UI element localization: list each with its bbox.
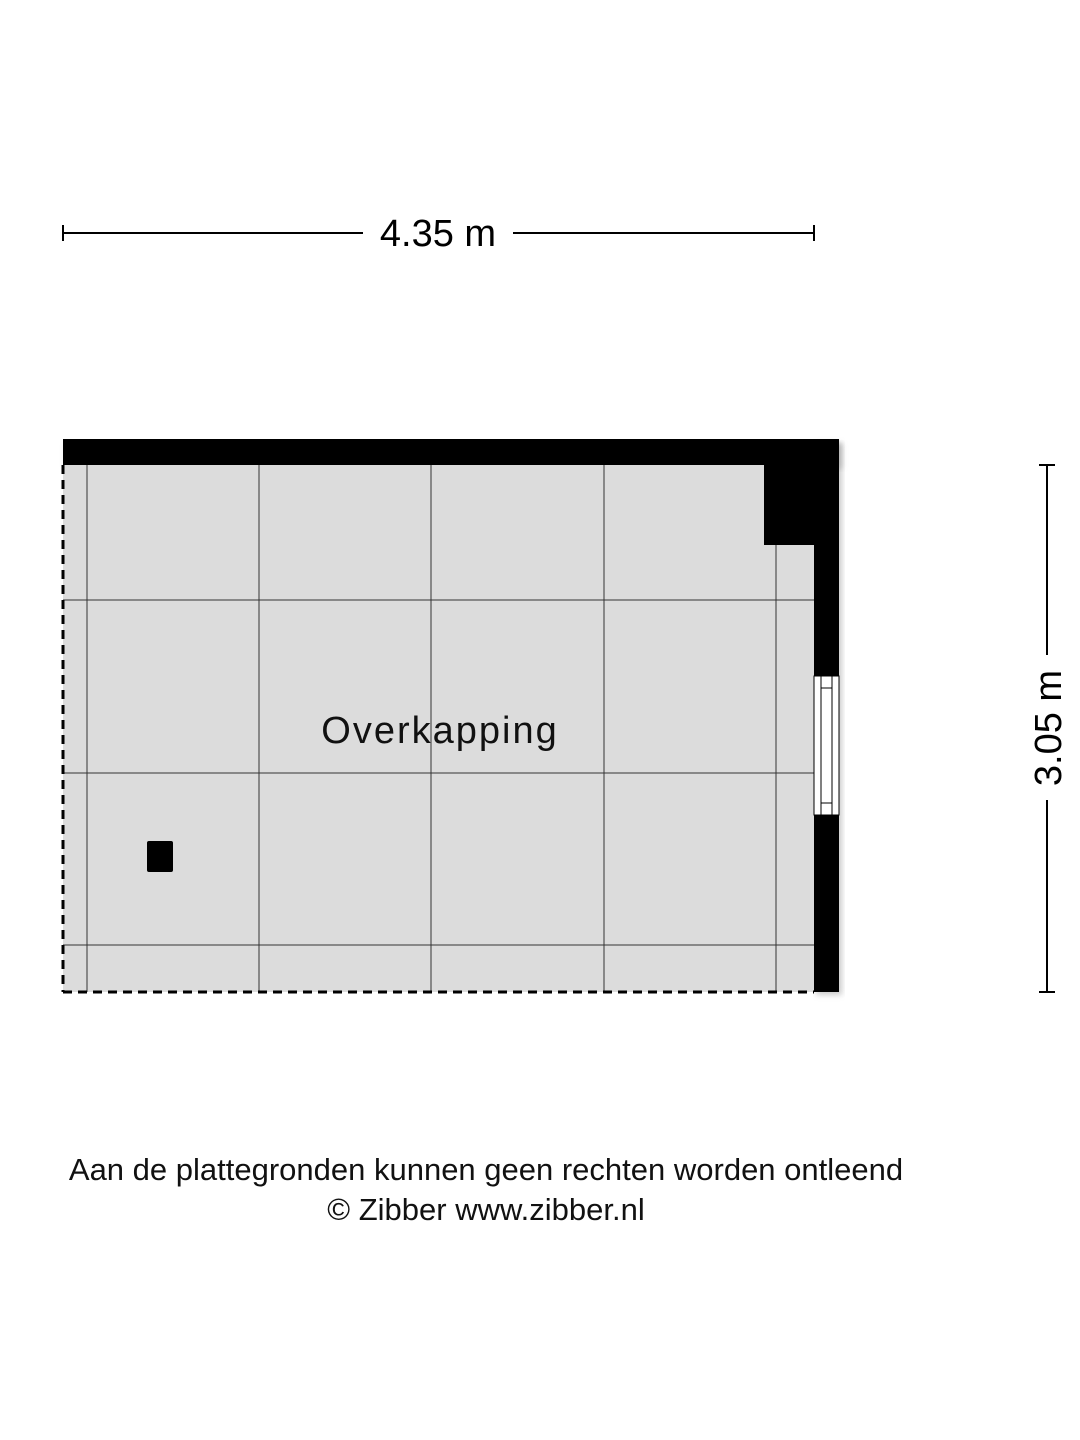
width-dimension [63,213,814,255]
copyright-text: © Zibber www.zibber.nl [327,1192,645,1227]
right-wall-lower [814,815,839,992]
top-wall [63,439,839,465]
width-dimension-label: 4.35 m [379,213,497,255]
right-wall-upper [814,465,839,676]
footer-disclaimer [0,1150,972,1230]
room-overkapping [63,439,842,995]
height-dimension [1028,465,1070,992]
disclaimer-text: Aan de plattegronden kunnen geen rechten worden ontleend [68,1152,904,1187]
support-post [147,841,173,872]
room-label: Overkapping [321,710,559,752]
height-dimension-label: 3.05 m [1028,669,1070,787]
window [814,676,839,815]
